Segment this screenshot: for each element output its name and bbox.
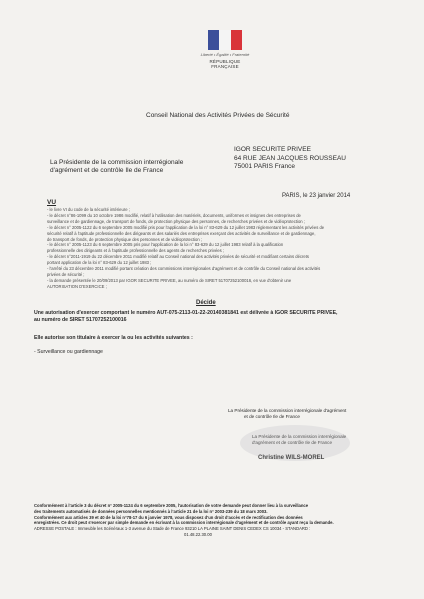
- sender-line: La Présidente de la commission interrégionale: [50, 159, 184, 166]
- vu-line: - le décret n°2011-1919 du 22 décembre 2011 modifié relatif au Conseil national des activités privées de sécurité et modifiant certains décrets: [47, 254, 309, 260]
- letter-date: PARIS, le 23 janvier 2014: [282, 193, 351, 199]
- recipient-city: 75001 PARIS France: [234, 163, 295, 170]
- footer-line: des traitements automatisés de données personnelles mentionnés à l'article 21 de la loi n° 2003-239 du 18 mars 2003.: [34, 508, 268, 514]
- vu-line: - l'arrêté du 23 décembre 2011 modifié portant création des commissions interrégionales d'agrément et de contrôle du Conseil national des activités: [47, 266, 321, 272]
- decide-heading: Décide: [196, 300, 216, 306]
- republic-motto: Liberté • Égalité • Fraternité: [200, 52, 250, 57]
- vu-heading: VU: [47, 199, 57, 206]
- authorization-line: Une autorisation d'exercer comportant le numéro AUT-075-2113-01-22-20140381841 est délivrée à IGOR SECURITE PRIVEE,: [34, 310, 338, 316]
- vu-line: - la demande présentée le 20/09/2013 par IGOR SECURITE PRIVEE, au numéro de SIRET 51707252100016, en vue d'obtenir une: [47, 277, 292, 283]
- authorization-statement: [34, 310, 337, 324]
- legal-footer: [34, 503, 384, 538]
- delegation-line: d'agrément et de contrôle Ile de France: [252, 440, 333, 445]
- republic-label: RÉPUBLIQUE FRANÇAISE: [209, 59, 241, 69]
- recipient-address: [234, 146, 346, 172]
- vu-line: - le décret n° 2005-1122 du 6 septembre 2005 modifié pris pour l'application de la loi n° 83-629 du 12 juillet 1983 réglementant les activités privées de: [47, 224, 325, 230]
- footer-line: Conformément aux articles 39 et 40 de la loi n°78-17 du 6 janvier 1978, vous disposez d'un droit d'accès et de rectification des données: [34, 514, 303, 520]
- footer-line: ADRESSE POSTALE : Immeuble les Scénéraux 1-3 avenue du Stade de France 93210 LA PLAINE SAINT DENIS CEDEX CS 10034 - STANDARD :: [34, 526, 311, 532]
- sender-line: d'agrément et de contrôle Ile de France: [50, 167, 164, 174]
- recipient-name: IGOR SECURITE PRIVEE: [234, 146, 311, 153]
- vu-line: AUTORISATION D'EXERCICE ;: [47, 283, 107, 289]
- vu-line: surveillance et de gardiennage, de transport de fonds, de protection physique des personnes, de recherches privées et de vidéoprotection ;: [47, 218, 305, 224]
- signature-title: [228, 408, 346, 420]
- vu-line: - le décret n° 2005-1123 du 6 septembre 2005 pris pour l'application de la loi n° 83-629 du 12 juillet 1983 relatif à la qualification: [47, 242, 284, 248]
- vu-line: professionnelle des dirigeants et à l'aptitude professionnelle des agents de recherches privées ;: [47, 248, 225, 254]
- vu-list: [47, 207, 387, 290]
- vu-line: de transport de fonds, de protection physique des personnes et de vidéoprotection ;: [47, 236, 203, 242]
- marianne-logo: [196, 30, 254, 90]
- sender-block: [50, 159, 183, 175]
- vu-line: - le livre VI du code de la sécurité intérieure ;: [47, 207, 130, 212]
- authorization-line: au numéro de SIRET 51707252100016: [34, 317, 127, 323]
- vu-line: privées de sécurité ;: [47, 271, 85, 277]
- vu-line: sécurité relatif à l'aptitude professionnelle des dirigeants et des salariés des entreprises exerçant des activités de surveillance et de gardiennage,: [47, 230, 316, 236]
- footer-line: Conformément à l'article 3 du décret n° 2005-1124 du 6 septembre 2005, l'autorisation de votre demande peut donner lieu à la surveillance: [34, 503, 309, 508]
- activities-intro: Elle autorise son titulaire à exercer la ou les activités suivantes :: [34, 335, 193, 341]
- footer-line: enregistrées. Ce droit peut s'exercer par simple demande en écrivant à la commission interrégionale d'agrément et de contrôle ayant reçu la demande.: [34, 520, 334, 526]
- delegation-line: La Présidente de la commission interrégionale: [252, 434, 347, 439]
- recipient-street: 64 RUE JEAN JACQUES ROUSSEAU: [234, 154, 346, 162]
- delegation-block: [252, 434, 346, 446]
- vu-line: - le décret n°86-1099 du 10 octobre 1986 modifié, relatif à l'utilisation des matériels, documents, uniformes et insignes des entreprises de: [47, 212, 301, 218]
- signer-name: Christine WILS-MOREL: [258, 455, 325, 461]
- council-name: Conseil National des Activités Privées de Sécurité: [146, 112, 290, 119]
- footer-line: 01.48.22.30.00: [184, 531, 212, 537]
- activity-item: - Surveillance ou gardiennage: [34, 349, 103, 355]
- vu-line: portant application de la loi n° 83-629 du 12 juillet 1983 ;: [47, 260, 152, 266]
- signature-line: et de contrôle Ile de France: [244, 414, 300, 419]
- french-flag-icon: [208, 30, 242, 50]
- signature-line: La Présidente de la commission interrégionale d'agrément: [228, 408, 347, 413]
